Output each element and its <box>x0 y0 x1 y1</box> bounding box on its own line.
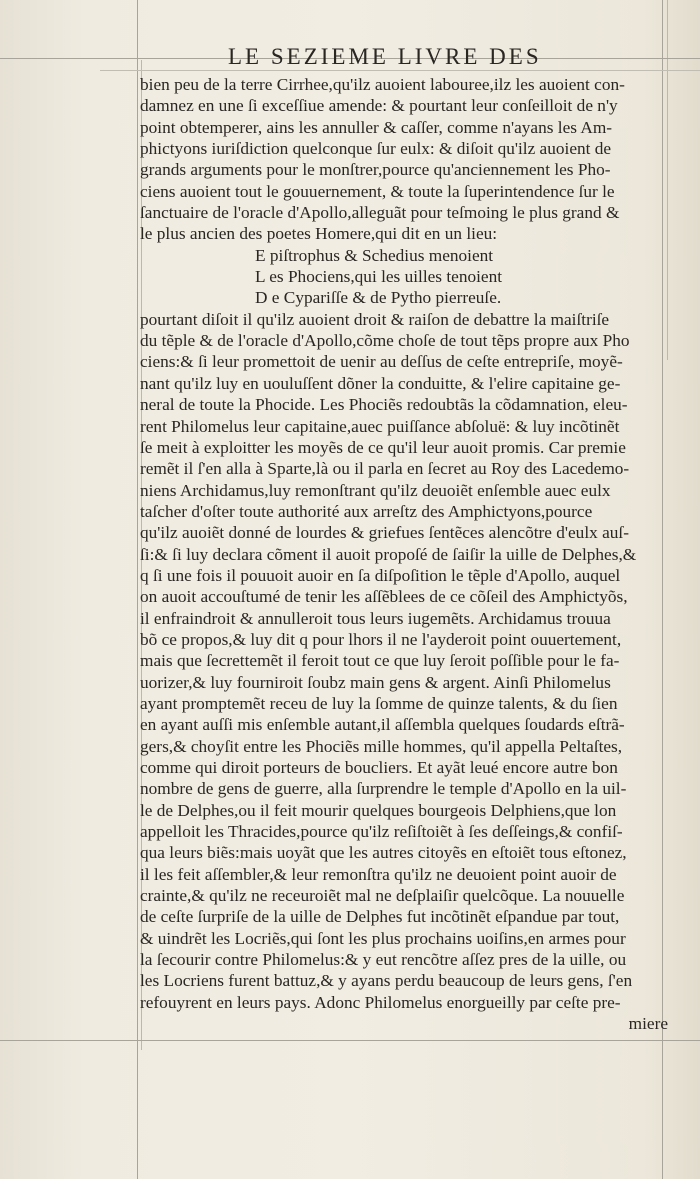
text-line: taſcher d'oſter toute authorité aux arreſtz des Amphictyons,pource <box>140 501 593 521</box>
verse-line: D e Cypariſſe & de Pytho pierreuſe. <box>255 288 502 308</box>
text-line: comme qui diroit porteurs de boucliers. Et ayãt leué encore autre bon <box>140 758 618 777</box>
text-line: les Locriens furent battuz,& y ayans perdu beaucoup de leurs gens, ſ'en <box>140 971 633 991</box>
text-line: damnez en une ſi exceſſiue amende: & pourtant leur conſeilloit de n'y <box>140 96 618 116</box>
text-line: refouyrent en leurs pays. Adonc Philomelus enorgueilly par ceſte pre- <box>140 992 621 1012</box>
text-line: nombre de gens de guerre, alla ſurprendre le temple d'Apollo en la uil- <box>140 779 627 799</box>
text-line: niens Archidamus,luy remonſtrant qu'ilz deuoiẽt enſemble auec eulx <box>140 480 611 500</box>
text-line: crainte,& qu'ilz ne receuroiẽt mal ne deſplaiſir quelcõque. La nouuelle <box>140 886 625 906</box>
text-line: ſanctuaire de l'oracle d'Apollo,alleguãt pour teſmoing le plus grand & <box>140 203 620 223</box>
text-line: ſe meit à exploitter les moyẽs de ce qu'il leur auoit promis. Car premie <box>140 437 626 457</box>
text-line: ſi:& ſi luy declara cõment il auoit propoſé de ſaiſir la uille de Delphes,& <box>140 544 637 564</box>
verse-line: E piſtrophus & Schedius menoient <box>255 245 494 265</box>
text-line: bien peu de la terre Cirrhee,qu'ilz auoient labouree,ilz les auoient con- <box>140 75 625 94</box>
text-line: ayant promptemẽt receu de luy la ſomme de quinze talents, & du ſien <box>140 693 618 713</box>
text-line: il les feit aſſembler,& leur remonſtra qu'ilz ne deuoient point auoir de <box>140 864 617 884</box>
text-line: la ſecourir contre Philomelus:& y eut rencõtre aſſez pres de la uille, ou <box>140 950 627 970</box>
text-line: en ayant auſſi mis enſemble autant,il aſſembla quelques ſoudards eſtrã- <box>140 715 625 735</box>
text-line: q ſi une fois il pouuoit auoir en ſa diſpoſition le tẽple d'Apollo, auquel <box>140 565 621 585</box>
text-line: & uindrẽt les Locriẽs,qui ſont les plus prochains uoiſins,en armes pour <box>140 928 626 948</box>
text-line: le de Delphes,ou il feit mourir quelques bourgeois Delphiens,que lon <box>140 800 617 820</box>
text-line: il enfraindroit & annulleroit tous leurs iugemẽts. Archidamus trouua <box>140 608 611 628</box>
footer-rule <box>0 1040 700 1041</box>
text-line: qu'ilz auoiẽt donné de lourdes & griefues ſentẽces alencõtre d'eulx auſ- <box>140 523 629 543</box>
left-margin-rule <box>137 0 138 1179</box>
text-line: du tẽple & de l'oracle d'Apollo,cõme choſe de tout tẽps propre aux Pho <box>140 331 630 351</box>
text-line: nant qu'ilz luy en uouluſſent dõner la conduitte, & l'elire capitaine ge- <box>140 373 621 393</box>
body-text <box>140 74 670 1034</box>
text-line: grands arguments pour le monſtrer,pource qu'anciennement les Pho- <box>140 160 611 180</box>
text-line: mais que ſecrettemẽt il feroit tout ce que luy ſeroit poſſible pour le fa- <box>140 651 620 671</box>
text-line: appelloit les Thracides,pource qu'ilz reſiſtoiẽt à ſes deſſeings,& confiſ- <box>140 822 623 842</box>
text-line: rent Philomelus leur capitaine,auec puiſſance abſoluë: & luy incõtinẽt <box>140 416 620 436</box>
text-line: pourtant diſoit il qu'ilz auoient droit & raiſon de debattre la maiſtriſe <box>140 309 610 329</box>
text-line: phictyons iuriſdiction quelconque ſur eulx: & diſoit qu'ilz auoient de <box>140 139 612 159</box>
text-line: point obtemperer, ains les annuller & caſſer, comme n'ayans les Am- <box>140 117 613 137</box>
text-line: qua leurs biẽs:mais uoyãt que les autres citoyẽs en eſtoiẽt tous eſtonez, <box>140 843 627 863</box>
text-line: remẽt il ſ'en alla à Sparte,là ou il parla en ſecret au Roy des Lacedemo- <box>140 459 630 479</box>
text-line: ciens auoient tout le gouuernement, & toute la ſuperintendence ſur le <box>140 181 615 201</box>
text-line: gers,& choyſit entre les Phociẽs mille hommes, qu'il appella Peltaſtes, <box>140 736 623 756</box>
running-title: LE SEZIEME LIVRE DES <box>228 44 542 69</box>
text-line: uorizer,& luy fourniroit ſoubz main gens & argent. Ainſi Philomelus <box>140 672 611 692</box>
catchword: miere <box>628 1014 668 1034</box>
verse-line: L es Phociens,qui les uilles tenoient <box>255 267 503 287</box>
text-line: ciens:& ſi leur promettoit de uenir au deſſus de ceſte entrepriſe, moyẽ- <box>140 352 623 372</box>
header-rule-lower <box>100 70 700 71</box>
text-line: bõ ce propos,& luy dit q pour lhors il ne l'ayderoit point ouuertement, <box>140 629 622 649</box>
text-line: on auoit accouſtumé de tenir les aſſẽblees de ce cõſeil des Amphictyõs, <box>140 587 628 607</box>
text-line: neral de toute la Phocide. Les Phociẽs redoubtãs la cõdamnation, eleu- <box>140 395 628 415</box>
text-line: de ceſte ſurpriſe de la uille de Delphes fut incõtinẽt eſpandue par tout, <box>140 907 620 927</box>
text-line: le plus ancien des poetes Homere,qui dit en un lieu: <box>140 224 498 244</box>
